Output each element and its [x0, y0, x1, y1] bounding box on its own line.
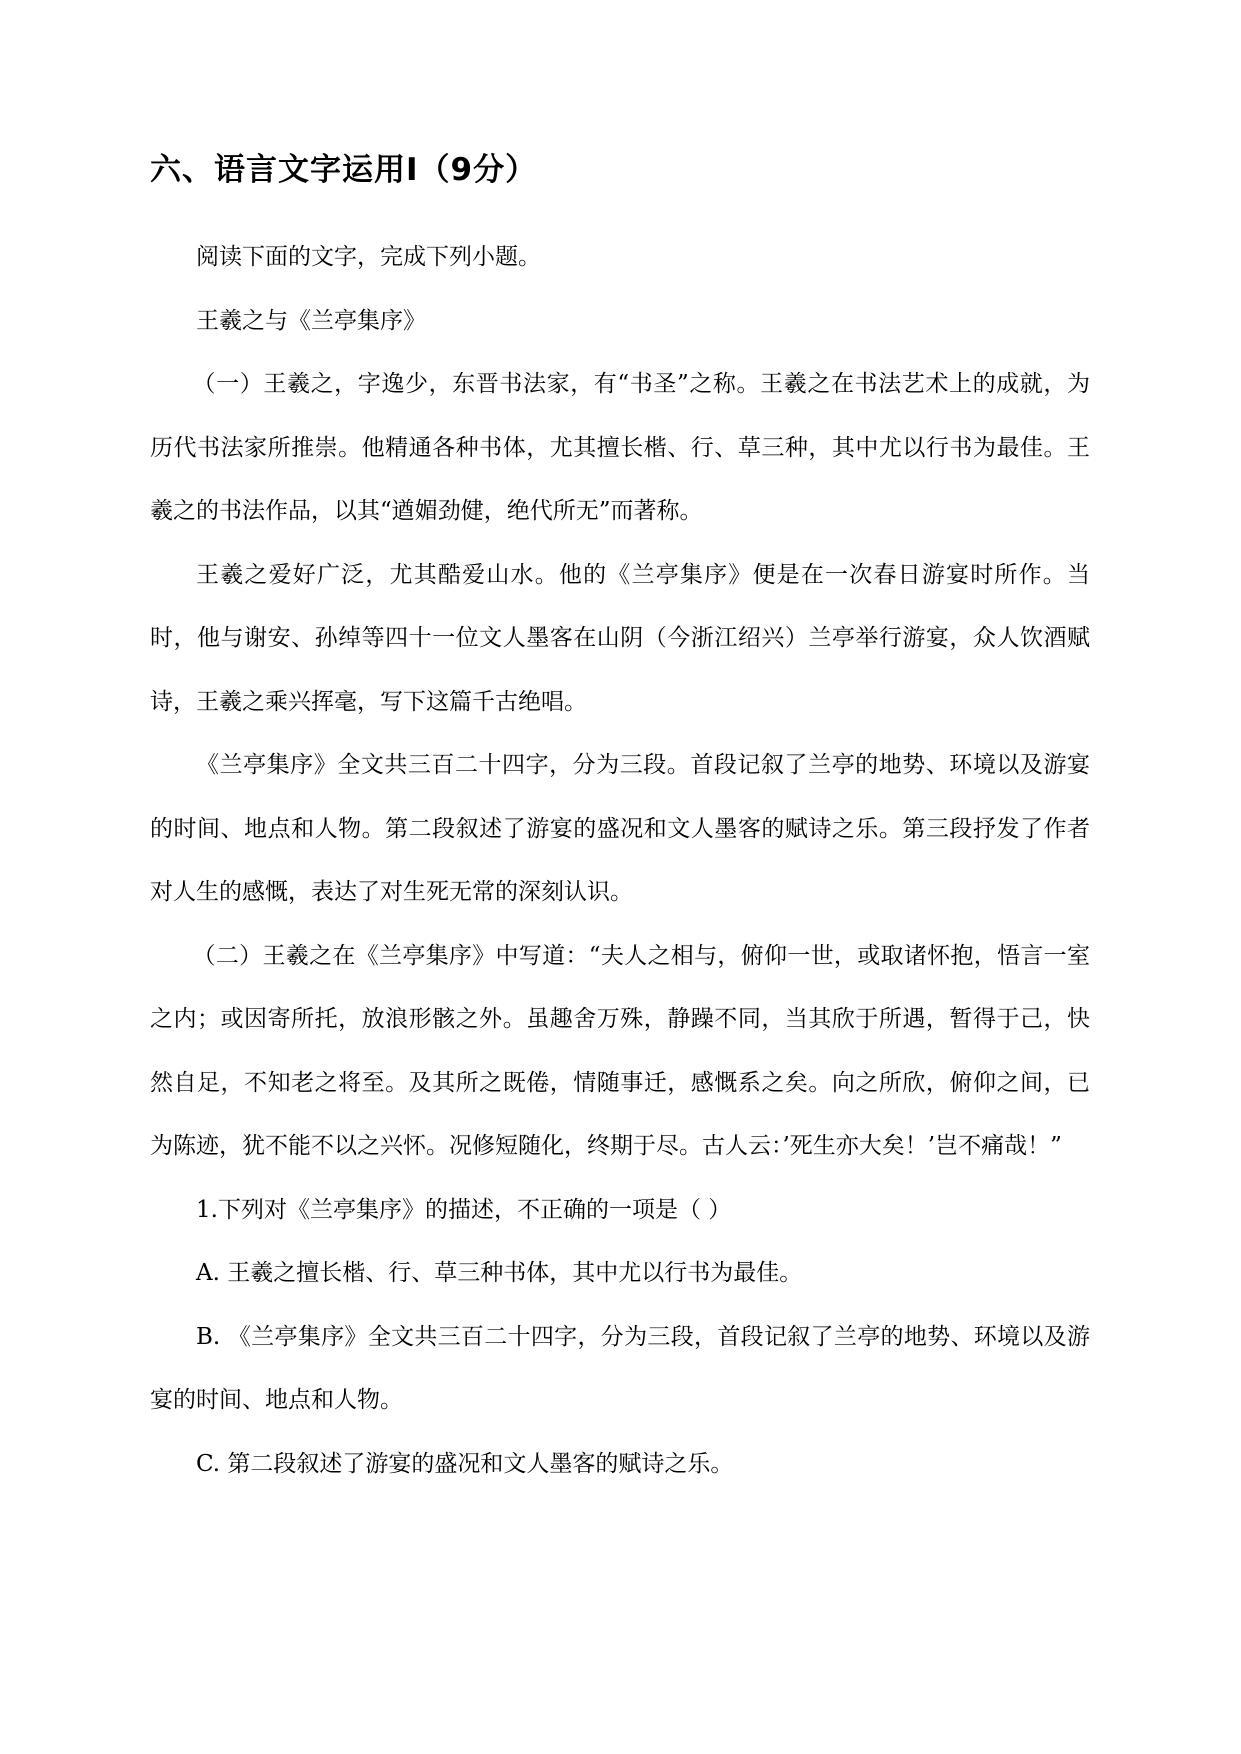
passage-paragraph-3: 《兰亭集序》全文共三百二十四字，分为三段。首段记叙了兰亭的地势、环境以及游宴的时间、地点和人物。第二段叙述了游宴的盛况和文人墨客的赋诗之乐。第三段抒发了作者对人生的感慨，表达了对生死无常的深刻认识。	[150, 752, 1090, 905]
question-option-b: B. 《兰亭集序》全文共三百二十四字，分为三段，首段记叙了兰亭的地势、环境以及游宴的时间、地点和人物。	[150, 1323, 1090, 1413]
question-stem: 1.下列对《兰亭集序》的描述，不正确的一项是（ ）	[196, 1196, 732, 1223]
passage-paragraph-2: 王羲之爱好广泛，尤其酷爱山水。他的《兰亭集序》便是在一次春日游宴时所作。当时，他与谢安、孙绰等四十一位文人墨客在山阴（今浙江绍兴）兰亭举行游宴，众人饮酒赋诗，王羲之乘兴挥毫，写下这篇千古绝唱。	[150, 561, 1090, 715]
instruction-text: 阅读下面的文字，完成下列小题。	[196, 244, 541, 270]
passage-paragraph-4: （二）王羲之在《兰亭集序》中写道：“夫人之相与，俯仰一世，或取诸怀抱，悟言一室之内；或因寄所托，放浪形骸之外。虽趣舍万殊，静躁不同，当其欣于所遇，暂得于己，快然自足，不知老之将至。及其所之既倦，情随事迁，感慨系之矣。向之所欣，俯仰之间，已为陈迹，犹不能不以之兴怀。况修短随化，终期于尽。古人云：’死生亦大矣！’岂不痛哉！”	[150, 942, 1090, 1159]
question-option-c: C. 第二段叙述了游宴的盛况和文人墨客的赋诗之乐。	[196, 1450, 734, 1477]
section-heading: 六、语言文字运用Ⅰ（9分）	[150, 152, 538, 188]
passage-body	[150, 226, 1090, 1496]
passage-paragraph-1: （一）王羲之，字逸少，东晋书法家，有“书圣”之称。王羲之在书法艺术上的成就，为历代书法家所推崇。他精通各种书体，尤其擅长楷、行、草三种，其中尤以行书为最佳。王羲之的书法作品，以其“遒媚劲健，绝代所无”而著称。	[150, 371, 1090, 524]
question-option-a: A. 王羲之擅长楷、行、草三种书体，其中尤以行书为最佳。	[196, 1260, 803, 1286]
passage-title: 王羲之与《兰亭集序》	[196, 307, 426, 334]
